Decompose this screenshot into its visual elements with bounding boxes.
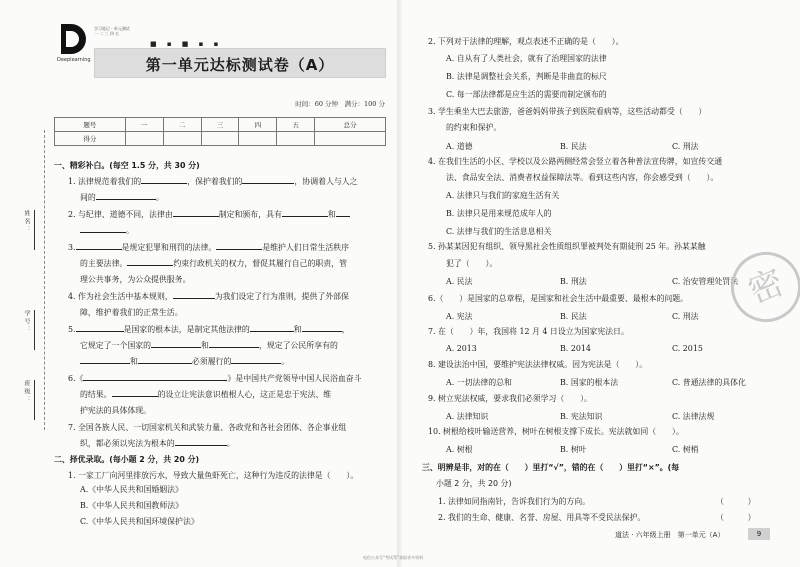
question-2-2: 2. 下列对于法律的理解，观点表述不正确的是（ ）。	[428, 37, 624, 46]
page-fold	[397, 0, 403, 567]
question-2-4: 4. 在我们生活的小区、学校以及公路两侧经常会竖立着各种普法宣传牌，如宣传交通	[428, 157, 723, 166]
score-input[interactable]	[163, 132, 201, 146]
option-a[interactable]: A. 道德	[446, 142, 473, 151]
binding-margin	[0, 130, 48, 430]
question-1-2-cont: 。	[80, 223, 134, 239]
title-bar	[94, 48, 386, 78]
score-input[interactable]	[125, 132, 163, 146]
option-c[interactable]: C. 每一部法律都是应生活的需要而制定颁布的	[446, 90, 607, 99]
question-1-3: 3. 是规定犯罪和刑罚的法律。 是维护人们日常生活秩序	[68, 243, 350, 252]
answer-blank[interactable]	[138, 355, 192, 364]
question-1-6-cont: 的结果。 的设立让宪法意识植根人心，这正是忠于宪法、维	[80, 390, 332, 399]
answer-blank[interactable]	[80, 224, 126, 233]
answer-blank[interactable]	[242, 175, 294, 184]
question-1-7-cont: 织，都必须以宪法为根本的 。	[80, 439, 235, 448]
cut-line	[44, 130, 45, 430]
option-a[interactable]: A. 民法	[446, 277, 473, 286]
question-3-2: 2. 我们的生命、健康、名誉、房屋、用具等不受民法保护。	[438, 513, 646, 522]
option-b[interactable]: B. 法律只是用来规范成年人的	[446, 209, 552, 218]
header-dots: ■ ▪ ■ ▪ ▪	[150, 40, 223, 48]
answer-blank[interactable]	[302, 323, 342, 332]
question-2-9: 9. 树立宪法权威，要求我们必须学习（ ）。	[428, 394, 592, 403]
answer-blank[interactable]	[83, 372, 227, 381]
question-3-1: 1. 法律如同指南针，告诉我们行为的方向。	[438, 497, 591, 506]
score-input[interactable]	[239, 132, 277, 146]
secret-stamp: 密	[720, 241, 800, 332]
answer-blank[interactable]	[96, 191, 156, 200]
answer-blank[interactable]	[209, 339, 259, 348]
answer-blank[interactable]	[231, 355, 281, 364]
answer-blank[interactable]	[76, 323, 124, 332]
question-2-3-cont: 的约束和保护。	[446, 123, 502, 132]
table-row	[55, 132, 386, 146]
answer-blank[interactable]	[173, 290, 215, 299]
answer-blank[interactable]	[173, 208, 219, 217]
page-title: 第一单元达标测试卷（A）	[145, 56, 335, 74]
footer-text: 道法 · 六年级上册 第一单元（A）	[615, 531, 725, 539]
class-line	[34, 380, 35, 420]
option-b[interactable]: B. 法律是调整社会关系，判断是非曲直的标尺	[446, 72, 607, 81]
table-cell: 四	[239, 118, 277, 132]
question-1-4: 4. 作为社会生活中基本规则， 为我们设定了行为准则，提供了外部保	[68, 292, 349, 301]
option-b[interactable]: B. 宪法知识	[560, 412, 603, 421]
question-2-3: 3. 学生乘坐大巴去旅游，爸爸妈妈带孩子到医院看病等，这些活动都受（ ）	[428, 107, 707, 116]
logo-text: Deeplearning	[57, 57, 91, 63]
question-1-2: 2. 与纪律、道德不同，法律由 制定和颁布，具有 和	[68, 207, 350, 223]
option-a[interactable]: A. 法律只与我们的家庭生活有关	[446, 191, 560, 200]
question-1-5-cont2: 和 必须履行的 。	[80, 354, 289, 370]
table-cell: 得分	[55, 132, 126, 146]
question-1-4-cont: 障，维护着我们的正常生活。	[80, 308, 183, 317]
score-input[interactable]	[315, 132, 386, 146]
time-info: 时间：60 分钟 满分：100 分	[295, 100, 385, 108]
option-c[interactable]: C. 2015	[672, 344, 703, 353]
answer-blank[interactable]	[112, 388, 158, 397]
question-1-3-cont2: 理公共事务，为公众提供服务。	[80, 275, 191, 284]
option-c[interactable]: C.《中华人民共和国环境保护法》	[80, 517, 199, 526]
name-label: 姓名：	[23, 210, 30, 234]
answer-blank[interactable]	[80, 355, 130, 364]
question-1-1-cont: 间的 。	[80, 193, 164, 202]
option-c[interactable]: C. 普通法律的具体化	[672, 378, 746, 387]
table-cell: 题号	[55, 118, 126, 132]
answer-blank[interactable]	[175, 437, 227, 446]
page-number: 9	[748, 528, 770, 540]
option-a[interactable]: A. 宪法	[446, 312, 473, 321]
section-2-title: 二、择优录取。(每小题 2 分，共 20 分)	[54, 455, 200, 464]
option-a[interactable]: A. 自从有了人类社会，就有了治理国家的法律	[446, 54, 607, 63]
option-b[interactable]: B. 民法	[560, 312, 587, 321]
option-b[interactable]: B. 树叶	[560, 445, 587, 454]
footnote: 电信公众号“考试帮”获取更多资料	[363, 555, 424, 560]
table-cell: 总分	[315, 118, 386, 132]
option-b[interactable]: B. 国家的根本法	[560, 378, 619, 387]
answer-blank[interactable]	[282, 208, 328, 217]
option-b[interactable]: B.《中华人民共和国教师法》	[80, 501, 183, 510]
question-2-6: 6.（ ）是国家的总章程，是国家和社会生活中最重要、最根本的问题。	[428, 294, 689, 303]
answer-blank[interactable]	[250, 323, 294, 332]
question-2-1: 1. 一家工厂向河里排放污水，导致大量鱼虾死亡，这种行为违反的法律是（ ）。	[68, 471, 359, 480]
question-2-5-cont: 犯了（ ）。	[446, 259, 498, 268]
question-2-8: 8. 建设法治中国，要维护宪法法律权威。因为宪法是（ ）。	[428, 360, 648, 369]
option-a[interactable]: A. 法律知识	[446, 412, 489, 421]
option-c[interactable]: C. 法律与我们的生活息息相关	[446, 227, 552, 236]
header-small-print: 学习笔记 · 单元测试 一 二 三 四 五	[94, 26, 130, 36]
deeplearning-logo-icon	[57, 22, 91, 56]
option-a[interactable]: A.《中华人民共和国婚姻法》	[80, 485, 183, 494]
table-cell: 一	[125, 118, 163, 132]
question-1-5: 5. 是国家的根本法，是制定其他法律的 和 ，	[68, 325, 350, 334]
number-label: 学号：	[23, 310, 30, 334]
option-a[interactable]: A. 2013	[446, 344, 477, 353]
question-1-6: 6.《 》是中国共产党领导中国人民浴血奋斗	[68, 374, 362, 383]
option-a[interactable]: A. 树根	[446, 445, 473, 454]
question-1-3-cont: 的主要法律。 约束行政机关的权力，督促其履行自己的职责，管	[80, 259, 347, 268]
score-table	[54, 117, 386, 146]
option-b[interactable]: B. 民法	[560, 142, 587, 151]
option-a[interactable]: A. 一切法律的总和	[446, 378, 512, 387]
answer-blank[interactable]	[76, 241, 122, 250]
question-1-6-cont2: 护宪法的具体体现。	[80, 406, 152, 415]
answer-blank[interactable]	[127, 257, 173, 266]
question-1-5-cont: 它规定了一个国家的 和 ，规定了公民所享有的	[80, 341, 338, 350]
question-1-7: 7. 全国各族人民、一切国家机关和武装力量、各政党和各社会团体、各企事业组	[68, 423, 347, 432]
option-c[interactable]: C. 刑法	[672, 312, 699, 321]
table-cell: 五	[277, 118, 315, 132]
section-1-title: 一、精彩补白。(每空 1.5 分，共 30 分)	[54, 161, 200, 170]
section-3-title: 三、明辨是非，对的在（ ）里打“√”，错的在（ ）里打“×”。(每	[422, 463, 680, 472]
answer-blank[interactable]	[141, 175, 187, 184]
answer-blank[interactable]	[336, 208, 350, 217]
class-label: 班级：	[23, 380, 30, 404]
section-3-title-cont: 小题 2 分，共 20 分)	[436, 479, 512, 488]
option-c[interactable]: C. 树梢	[672, 445, 699, 454]
answer-paren[interactable]: （ ）	[716, 497, 756, 506]
table-row	[55, 118, 386, 132]
question-2-10: 10. 树根给枝叶输送营养，树叶在树根支撑下成长。宪法就如同（ ）。	[428, 427, 684, 436]
option-c[interactable]: C. 治安管理处罚法	[672, 277, 739, 286]
question-2-7: 7. 在（ ）年，我国将 12 月 4 日设立为国家宪法日。	[428, 327, 629, 336]
question-1-1: 1. 法律规范着我们的 ，保护着我们的 ，协调着人与人之	[68, 177, 358, 186]
table-cell: 二	[163, 118, 201, 132]
name-line	[34, 210, 35, 250]
option-c[interactable]: C. 刑法	[672, 142, 699, 151]
score-input[interactable]	[201, 132, 239, 146]
answer-paren[interactable]: （ ）	[716, 513, 756, 522]
question-2-5: 5. 孙某某因犯有组织、领导黑社会性质组织罪被判处有期徒刑 25 年。孙某某触	[428, 242, 706, 251]
option-b[interactable]: B. 刑法	[560, 277, 587, 286]
answer-blank[interactable]	[151, 339, 201, 348]
table-cell: 三	[201, 118, 239, 132]
number-line	[34, 310, 35, 350]
option-c[interactable]: C. 法律法规	[672, 412, 715, 421]
option-b[interactable]: B. 2014	[560, 344, 591, 353]
score-input[interactable]	[277, 132, 315, 146]
answer-blank[interactable]	[216, 241, 262, 250]
question-2-4-cont: 法、食品安全法、消费者权益保障法等。看到这些内容，你会感受到（ ）。	[446, 173, 719, 182]
